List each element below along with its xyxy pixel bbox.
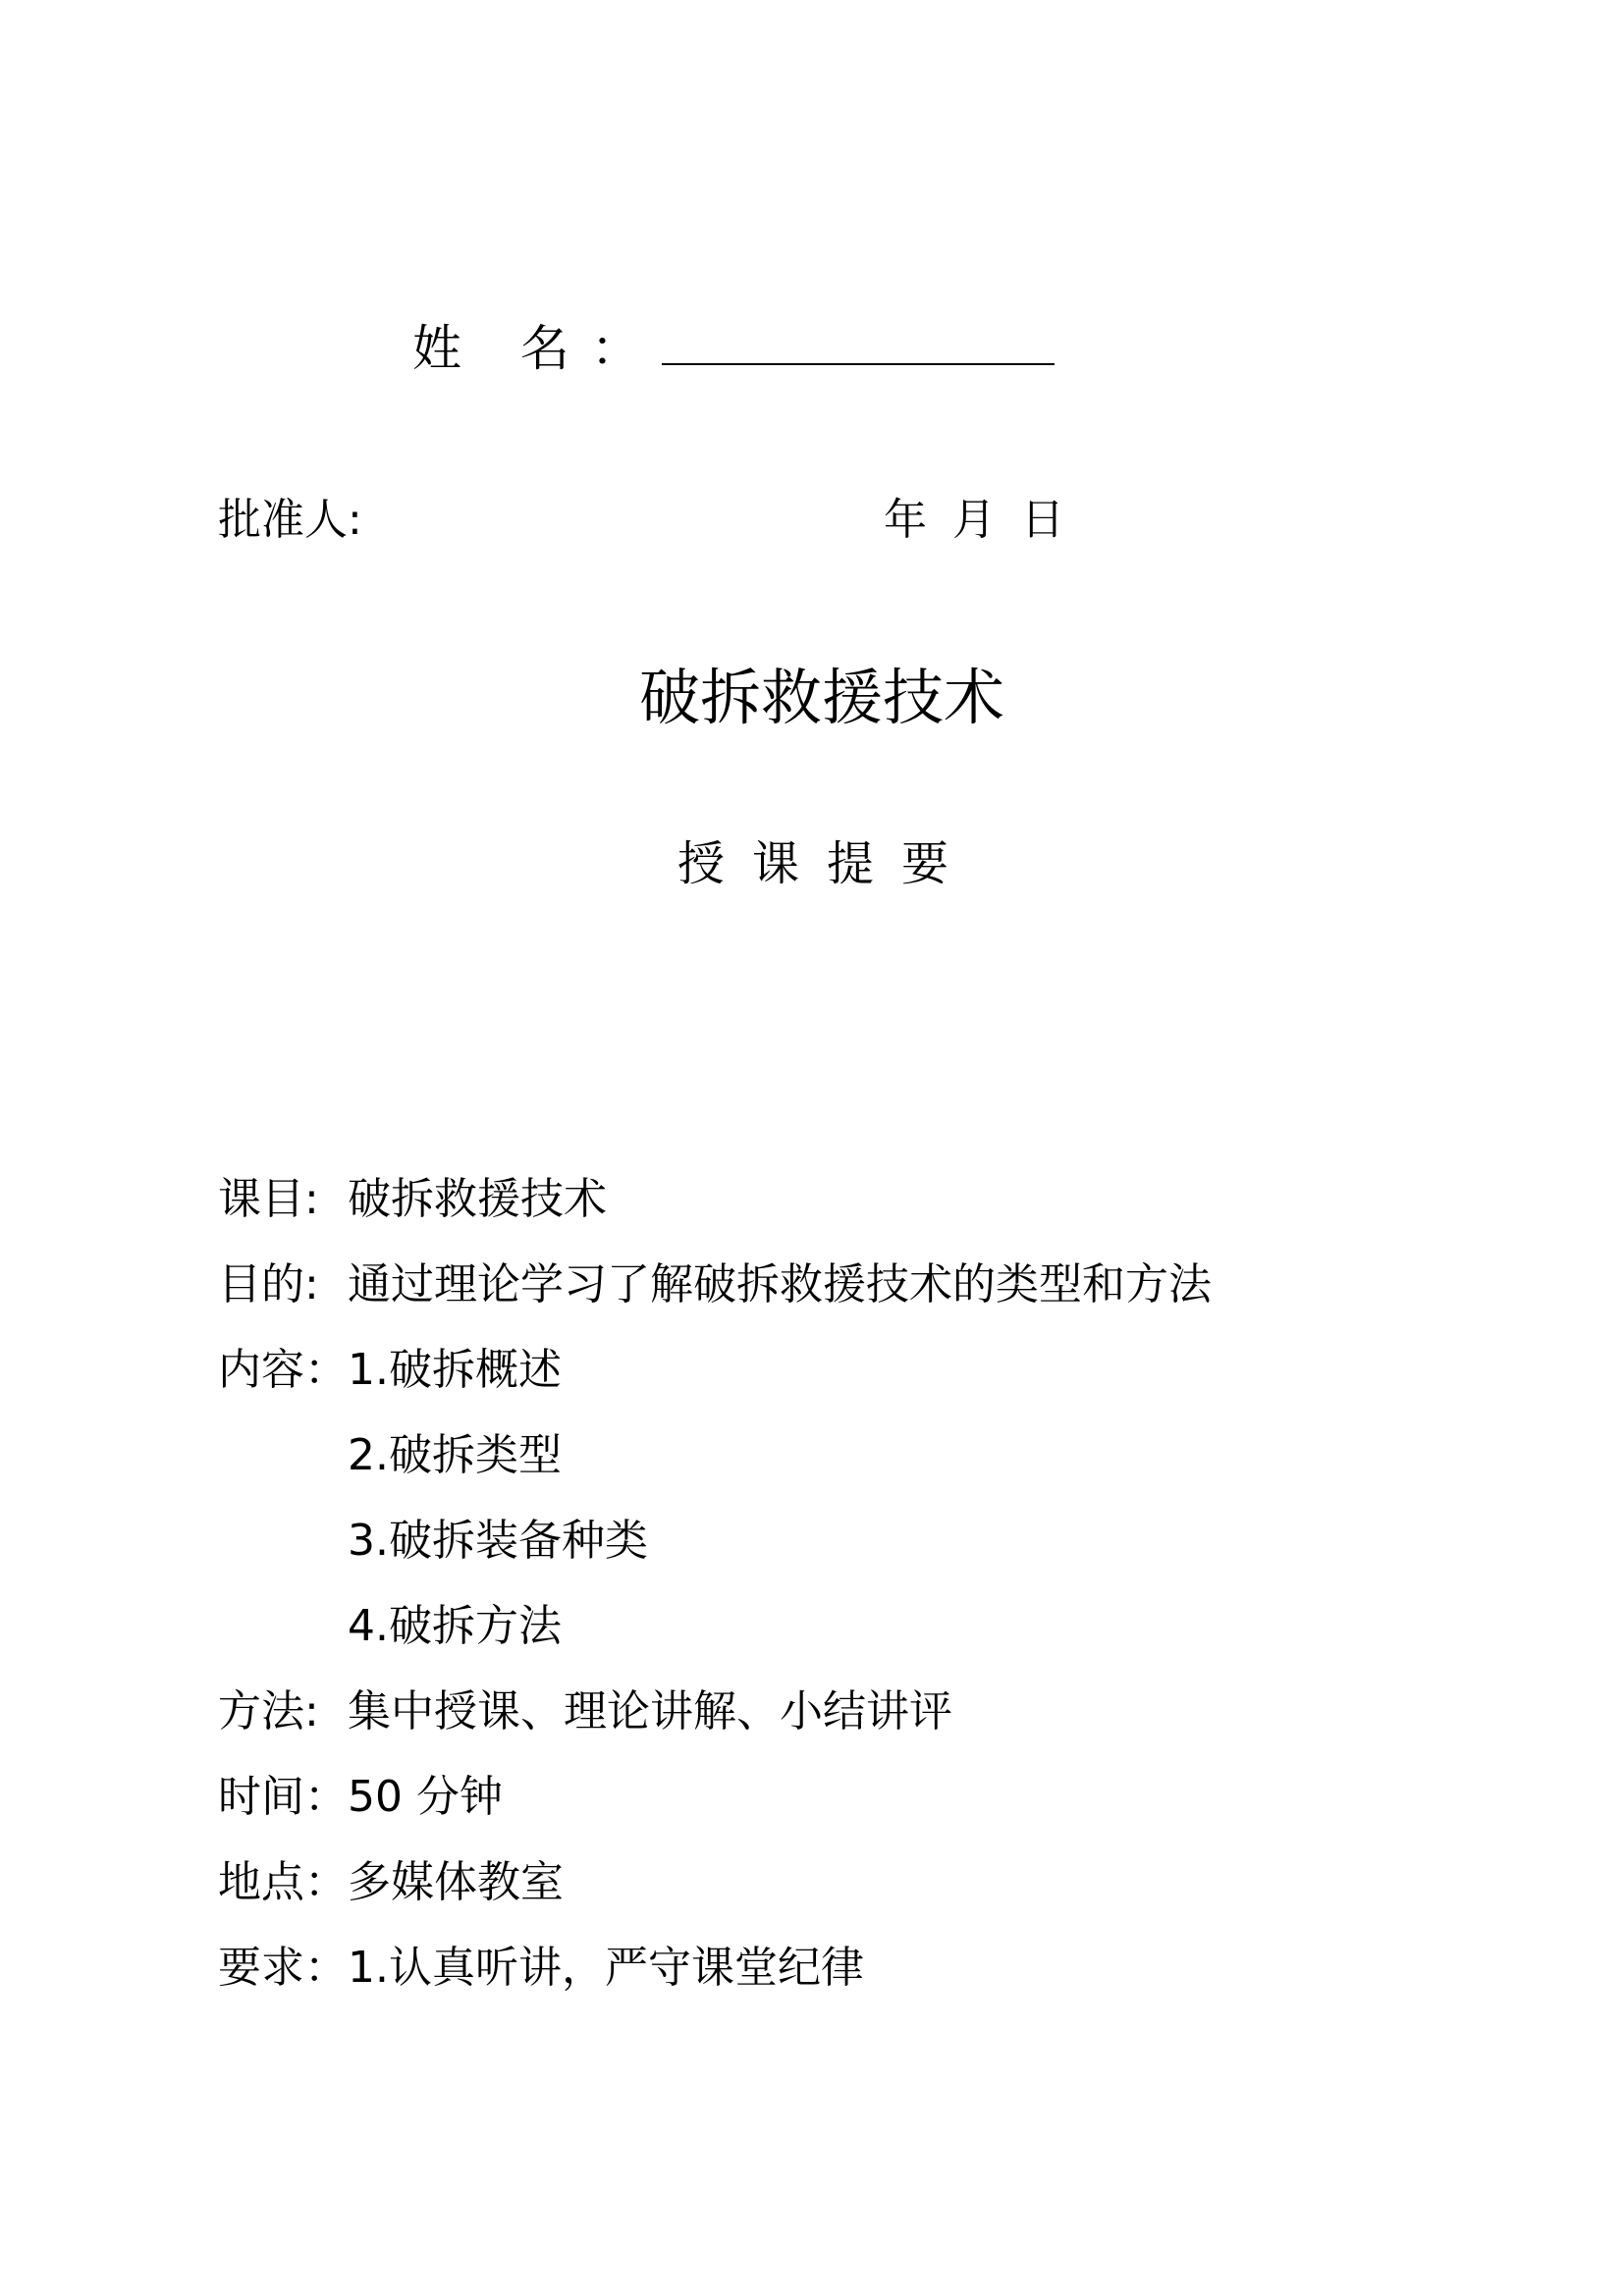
- purpose-label: 目的:: [218, 1259, 319, 1309]
- course-label: 课目:: [218, 1174, 319, 1224]
- content-label: 内容：: [218, 1345, 348, 1395]
- time-value: 50 分钟: [348, 1772, 503, 1822]
- info-row-time: [218, 1772, 503, 1822]
- content-item-2: 2.破拆类型: [348, 1430, 562, 1480]
- date-year-label: 年: [884, 495, 927, 545]
- info-row-method: [218, 1686, 952, 1736]
- date-day-label: 日: [1021, 495, 1064, 545]
- info-row-content: [218, 1345, 562, 1395]
- requirement-value: 1.认真听讲，严守课堂纪律: [348, 1943, 864, 1993]
- method-value: 集中授课、理论讲解、小结讲评: [348, 1686, 952, 1736]
- method-label: 方法:: [218, 1686, 319, 1736]
- requirement-label: 要求：: [218, 1943, 348, 1993]
- course-value: 破拆救援技术: [348, 1174, 607, 1224]
- approver-label: 批准人:: [218, 495, 362, 545]
- document-title: 破拆救援技术: [638, 662, 1004, 733]
- time-label: 时间：: [218, 1772, 348, 1822]
- name-blank-line[interactable]: [662, 363, 1055, 365]
- name-field-row: [412, 320, 1055, 377]
- name-label: 姓 名：: [412, 320, 662, 377]
- location-label: 地点：: [218, 1857, 348, 1907]
- content-item-1: 1.破拆概述: [348, 1345, 562, 1395]
- date-row: [884, 495, 1064, 545]
- purpose-value: 通过理论学习了解破拆救援技术的类型和方法: [348, 1259, 1212, 1309]
- content-item-3: 3.破拆装备种类: [348, 1516, 648, 1566]
- info-row-location: [218, 1857, 564, 1907]
- info-row-purpose: [218, 1259, 1212, 1309]
- info-row-course: [218, 1174, 607, 1224]
- info-row-requirement: [218, 1943, 864, 1993]
- content-item-4: 4.破拆方法: [348, 1601, 562, 1651]
- document-subtitle: 授课提要: [677, 836, 976, 891]
- date-month-label: 月: [952, 495, 996, 545]
- location-value: 多媒体教室: [348, 1857, 564, 1907]
